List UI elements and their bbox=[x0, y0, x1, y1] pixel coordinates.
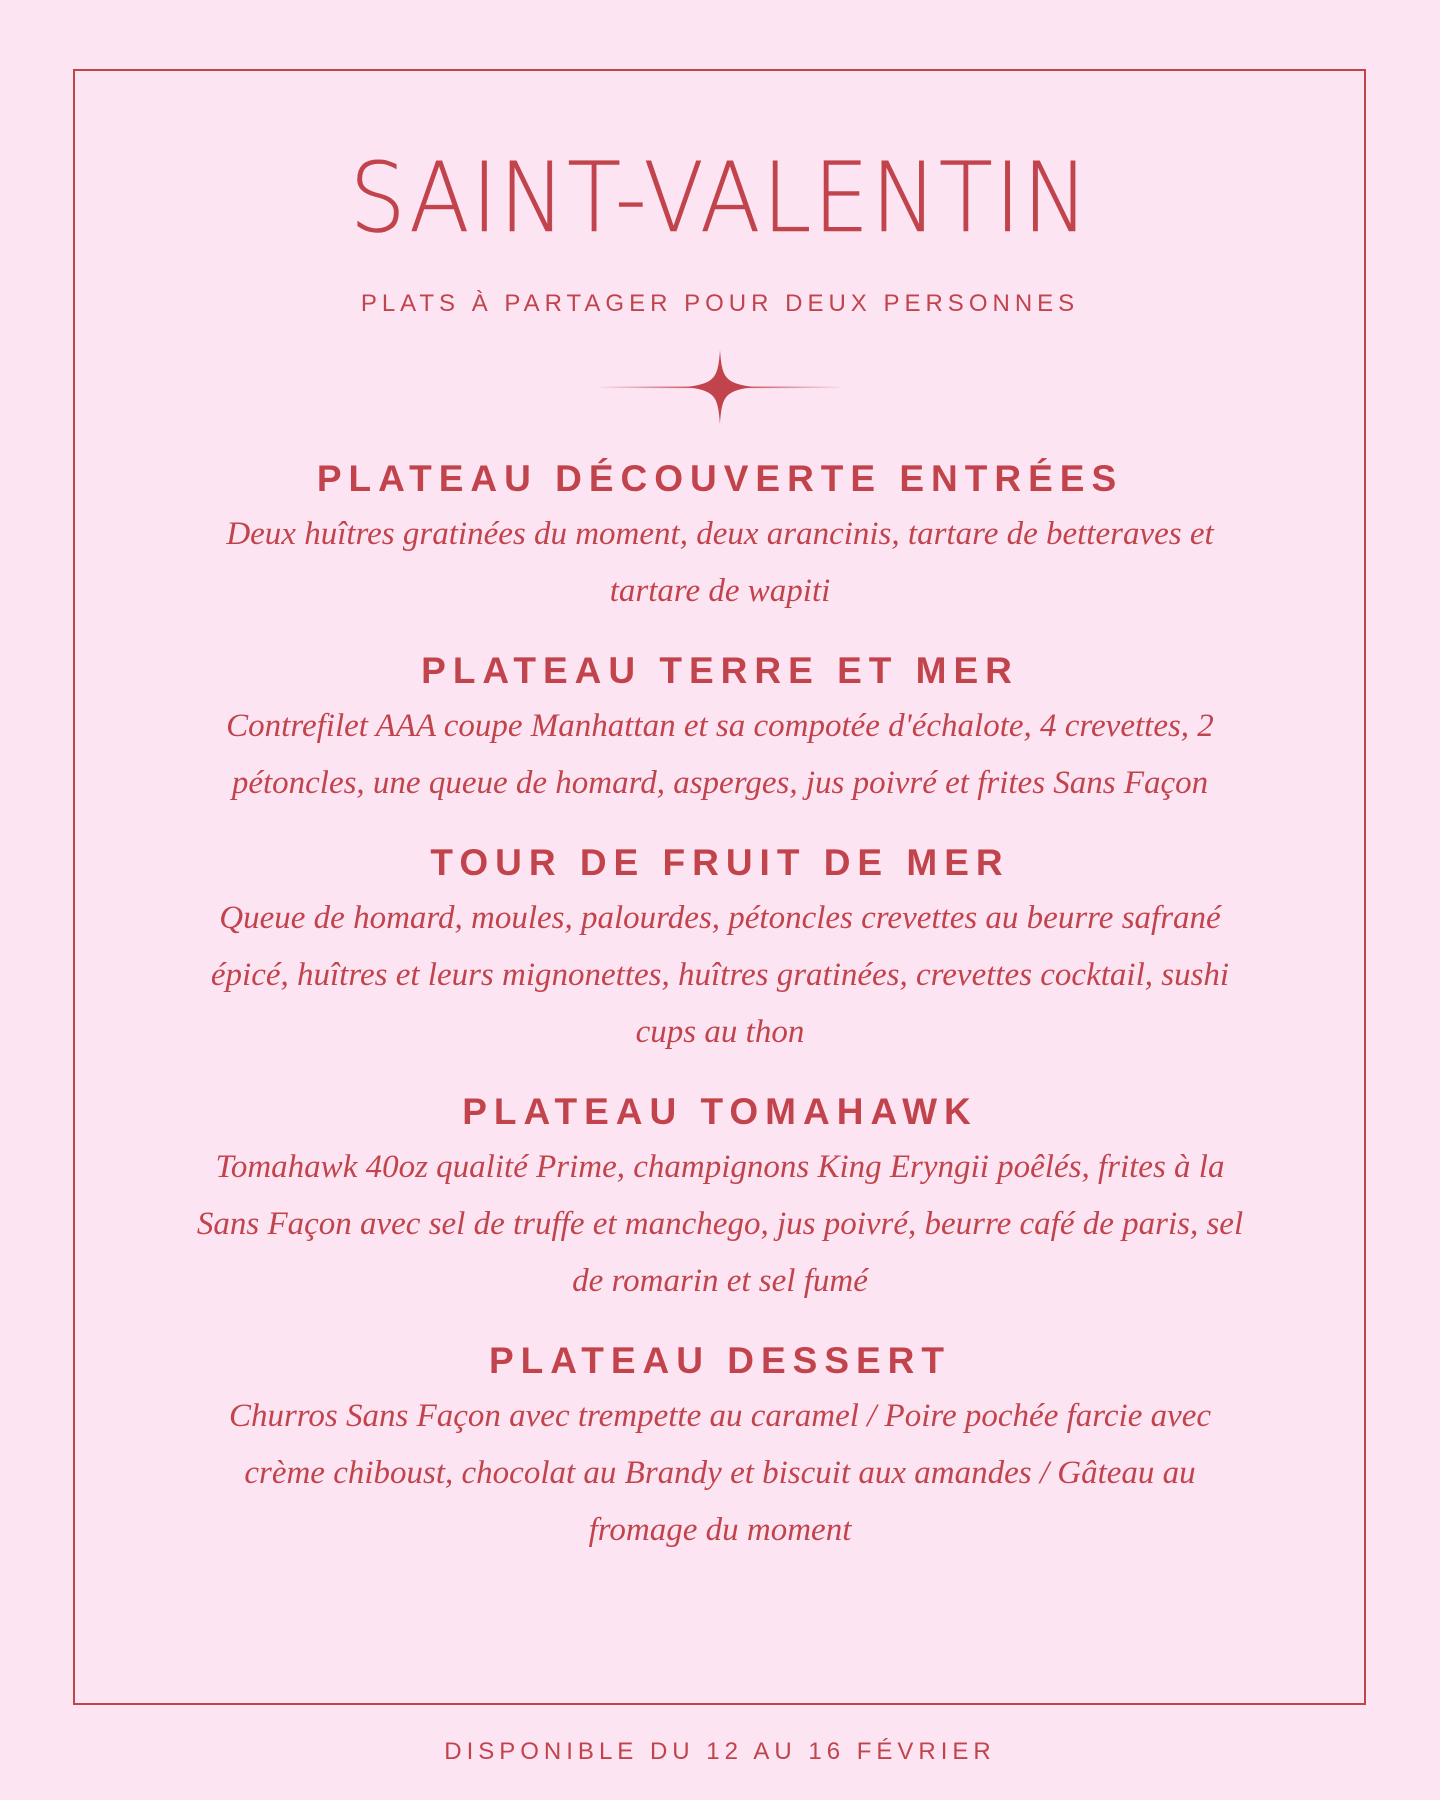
availability-footer: DISPONIBLE DU 12 AU 16 FÉVRIER bbox=[444, 1738, 996, 1765]
menu-item-name: PLATEAU TERRE ET MER bbox=[421, 650, 1019, 691]
menu-item bbox=[150, 1085, 1290, 1310]
menu-item-description: Contrefilet AAA coupe Manhattan et sa compotée d'échalote, 4 crevettes, 2 pétoncles, une queue de homard, asperges, jus poivré et frites Sans Façon bbox=[226, 708, 1214, 801]
menu-item-description: Queue de homard, moules, palourdes, pétoncles crevettes au beurre safrané épicé, huîtres et leurs mignonettes, huîtres gratinées, crevettes cocktail, sushi cups au thon bbox=[210, 900, 1230, 1050]
page-title: SAINT-VALENTIN bbox=[349, 142, 1091, 254]
page-subtitle: PLATS À PARTAGER POUR DEUX PERSONNES bbox=[360, 290, 1080, 317]
menu-item-description: Deux huîtres gratinées du moment, deux arancinis, tartare de betteraves et tartare de wapiti bbox=[226, 516, 1214, 609]
menu-item-description: Tomahawk 40oz qualité Prime, champignons King Eryngii poêlés, frites à la Sans Façon avec sel de truffe et manchego, jus poivré, beurre café de paris, sel de romarin et sel fumé bbox=[196, 1149, 1244, 1299]
menu-item bbox=[150, 644, 1290, 812]
menu-item-name: PLATEAU DÉCOUVERTE ENTRÉES bbox=[316, 458, 1124, 499]
menu-item bbox=[150, 836, 1290, 1061]
menu-item-name: TOUR DE FRUIT DE MER bbox=[430, 842, 1010, 883]
menu-item bbox=[150, 452, 1290, 620]
menu-item-name: PLATEAU TOMAHAWK bbox=[462, 1091, 978, 1132]
menu-item-description: Churros Sans Façon avec trempette au caramel / Poire pochée farcie avec crème chiboust, chocolat au Brandy et biscuit aux amandes / Gâteau au fromage du moment bbox=[228, 1398, 1212, 1548]
menu-item bbox=[150, 1334, 1290, 1559]
menu-item-name: PLATEAU DESSERT bbox=[488, 1340, 951, 1381]
menu-list bbox=[150, 452, 1290, 1559]
four-point-star-icon bbox=[595, 348, 845, 428]
